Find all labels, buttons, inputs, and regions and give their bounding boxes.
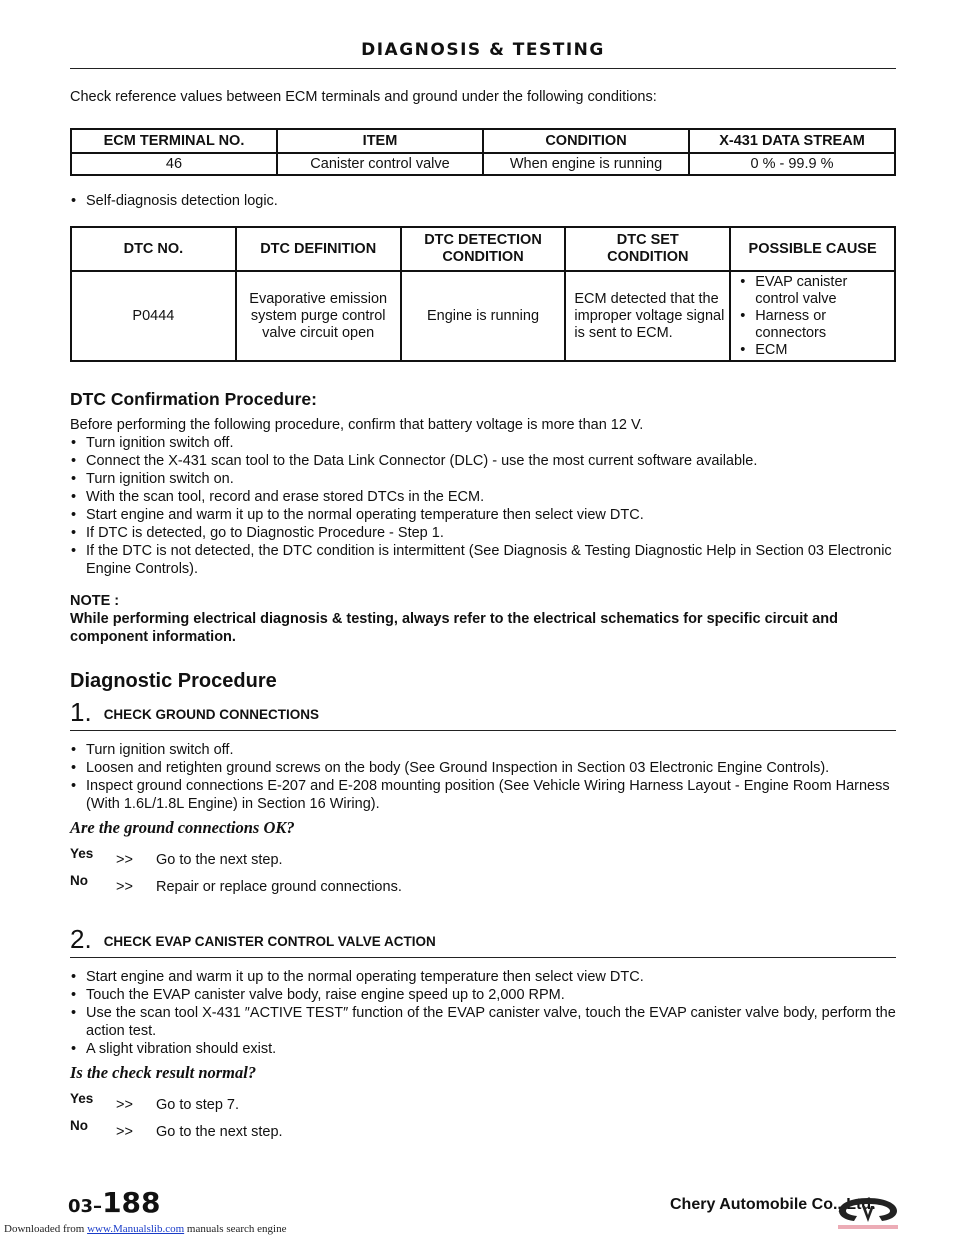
no-label: No [70,1118,88,1133]
table-cell: Canister control valve [277,153,483,175]
list-item: • With the scan tool, record and erase stored DTCs in the ECM. [70,488,896,506]
arrow: >> [116,1097,133,1113]
list-item: • Turn ignition switch off. [70,434,896,452]
dtc-definition: Evaporative emission system purge control valve circuit open [236,271,401,361]
page-header [70,40,896,69]
step-title: CHECK EVAP CANISTER CONTROL VALVE ACTION [103,934,436,949]
table-header-row [71,129,895,153]
page-title: DIAGNOSIS & TESTING [361,40,605,60]
possible-cause [730,271,895,361]
table-header: CONDITION [483,129,689,153]
yes-label: Yes [70,846,94,861]
no-action: Repair or replace ground connections. [156,879,402,895]
table-header: DTC DEFINITION [236,227,401,271]
no-action: Go to the next step. [156,1124,283,1140]
table-row [71,271,895,361]
download-prefix: Downloaded from [4,1223,85,1235]
cause-item: • ECM [739,342,894,359]
step-2-heading [70,924,896,958]
table-header: ITEM [277,129,483,153]
table-header: DTC DETECTION CONDITION [401,227,566,271]
list-item: • Use the scan tool X-431 ″ACTIVE TEST″ function of the EVAP canister valve, touch the EVAP canister valve body, perform the action test. [70,1004,896,1040]
page-content [70,88,896,1144]
page-number-value: 188 [102,1186,161,1219]
company-name: Chery Automobile Co., Ltd. [670,1196,876,1213]
table-cell: 46 [71,153,277,175]
chery-logo-icon [836,1194,900,1230]
table-header: POSSIBLE CAUSE [730,227,895,271]
yes-label: Yes [70,1091,94,1106]
step-2-question: Is the check result normal? [70,1063,257,1082]
no-label: No [70,873,88,888]
step-1-question: Are the ground connections OK? [70,818,295,837]
list-item: • Turn ignition switch on. [70,470,896,488]
step-title: CHECK GROUND CONNECTIONS [103,707,319,722]
download-suffix: manuals search engine [186,1223,287,1235]
note-label: NOTE : [70,593,120,609]
table-header-row [71,227,895,271]
list-item: • Connect the X-431 scan tool to the Data Link Connector (DLC) - use the most current software available. [70,452,896,470]
table-cell: 0 % - 99.9 % [689,153,895,175]
dtc-number: P0444 [71,271,236,361]
dtc-set-condition: ECM detected that the improper voltage signal is sent to ECM. [565,271,730,361]
confirmation-title: DTC Confirmation Procedure: [70,389,317,409]
table-header: X-431 DATA STREAM [689,129,895,153]
list-item: • Start engine and warm it up to the normal operating temperature then select view DTC. [70,968,896,986]
list-item: • Turn ignition switch off. [70,741,896,759]
step-number: 1. [70,697,92,727]
note-text: While performing electrical diagnosis & testing, always refer to the electrical schematics for specific circuit and component information. [70,611,838,645]
page-number [68,1186,161,1219]
yes-action: Go to step 7. [156,1097,240,1113]
step-1-heading [70,697,896,731]
yes-action: Go to the next step. [156,852,283,868]
dtc-table [70,226,896,362]
arrow: >> [116,1124,133,1140]
yes-answer [70,1090,896,1117]
no-answer [70,1117,896,1144]
list-item: • If the DTC is not detected, the DTC condition is intermittent (See Diagnosis & Testing Diagnostic Help in Section 03 Electronic Engine Controls). [70,542,896,578]
table-cell: When engine is running [483,153,689,175]
diagnostic-procedure-title: Diagnostic Procedure [70,670,277,692]
table-header: ECM TERMINAL NO. [71,129,277,153]
dtc-detection-condition: Engine is running [401,271,566,361]
cause-item: • Harness or connectors [739,308,894,342]
confirmation-intro: Before performing the following procedure, confirm that battery voltage is more than 12 V. [70,417,644,433]
arrow: >> [116,879,133,895]
list-item: • If DTC is detected, go to Diagnostic Procedure - Step 1. [70,524,896,542]
section-number: 03– [68,1196,103,1217]
list-item: • Loosen and retighten ground screws on the body (See Ground Inspection in Section 03 Electronic Engine Controls). [70,759,896,777]
arrow: >> [116,852,133,868]
list-item: • A slight vibration should exist. [70,1040,896,1058]
table-row [71,153,895,175]
list-item: • Start engine and warm it up to the normal operating temperature then select view DTC. [70,506,896,524]
ecm-terminal-table [70,128,896,176]
yes-answer [70,845,896,872]
step-number: 2. [70,924,92,954]
download-bar [4,1223,286,1235]
table-header: DTC SET CONDITION [565,227,730,271]
no-answer [70,872,896,899]
list-item: • Touch the EVAP canister valve body, raise engine speed up to 2,000 RPM. [70,986,896,1004]
intro-text: Check reference values between ECM terminals and ground under the following conditions: [70,89,657,105]
manualslib-link[interactable]: www.Manualslib.com [87,1223,185,1235]
list-item: • Inspect ground connections E-207 and E-208 mounting position (See Vehicle Wiring Harness Layout - Engine Room Harness (With 1.6L/1.8L Engine) in Section 16 Wiring). [70,777,896,813]
cause-item: • EVAP canister control valve [739,274,894,308]
self-diagnosis-text: • Self-diagnosis detection logic. [70,192,896,210]
table-header: DTC NO. [71,227,236,271]
